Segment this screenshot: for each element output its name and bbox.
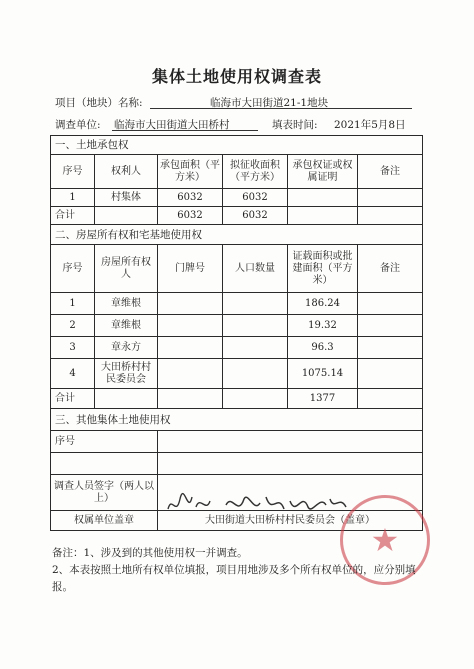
s2-row4-no: 4 xyxy=(51,359,95,389)
s2-row4-owner: 大田桥村村民委员会 xyxy=(95,359,158,389)
form-title: 集体土地使用权调查表 xyxy=(151,67,322,86)
project-underline xyxy=(150,108,412,109)
s1-header-no: 序号 xyxy=(51,155,95,189)
s2-header-no: 序号 xyxy=(51,245,95,293)
s1-header-area: 承包面积（平方米） xyxy=(158,155,223,189)
s1-row1-area: 6032 xyxy=(158,189,223,207)
s2-row3-no: 3 xyxy=(51,337,95,359)
s2-header-people: 人口数量 xyxy=(223,245,288,293)
s2-row1-door xyxy=(158,293,223,315)
s2-header-owner: 房屋所有权人 xyxy=(95,245,158,293)
s1-total-area: 6032 xyxy=(158,207,223,225)
table-row xyxy=(51,315,423,337)
s2-row1-people xyxy=(223,293,288,315)
unit-seal-value: 大田街道大田桥村村民委员会（盖章） xyxy=(158,511,423,531)
table-row xyxy=(51,189,423,207)
s2-row1-no: 1 xyxy=(51,293,95,315)
handwritten-signature xyxy=(162,487,352,523)
surveyor-label: 调查人员签字（两人以上） xyxy=(51,475,158,511)
s2-row2-area: 19.32 xyxy=(288,315,358,337)
project-label: 项目（地块）名称: xyxy=(55,97,143,109)
s2-header-note: 备注 xyxy=(358,245,423,293)
s1-row1-take: 6032 xyxy=(223,189,288,207)
seal-star-icon: ★ xyxy=(370,521,400,559)
s2-row4-note xyxy=(358,359,423,389)
table-row xyxy=(51,431,423,453)
date-label: 填表时间: xyxy=(272,119,318,131)
note-line2: 2、本表按照土地所有权单位填报，项目用地涉及多个所有权单位的，应分别填报。 xyxy=(52,564,416,593)
s1-row1-cert xyxy=(288,189,358,207)
s3-no-label: 序号 xyxy=(51,431,158,453)
unit-label: 调查单位: xyxy=(55,119,101,131)
s2-row2-door xyxy=(158,315,223,337)
section2-title: 二、房屋所有权和宅基地使用权 xyxy=(51,225,423,245)
s1-row1-owner: 村集体 xyxy=(95,189,158,207)
s1-total-take: 6032 xyxy=(223,207,288,225)
s2-row3-area: 96.3 xyxy=(288,337,358,359)
table-row xyxy=(51,337,423,359)
s2-total-label: 合计 xyxy=(51,389,95,409)
s1-header-note: 备注 xyxy=(358,155,423,189)
s2-row3-note xyxy=(358,337,423,359)
s2-row2-owner: 章维根 xyxy=(95,315,158,337)
survey-table xyxy=(50,135,423,531)
unit-value: 临海市大田街道大田桥村 xyxy=(114,119,230,131)
s1-header-owner: 权利人 xyxy=(95,155,158,189)
s2-row4-door xyxy=(158,359,223,389)
s2-total-area: 1377 xyxy=(288,389,358,409)
s2-row4-people xyxy=(223,359,288,389)
s1-header-take: 拟征收面积（平方米） xyxy=(223,155,288,189)
s2-row4-area: 1075.14 xyxy=(288,359,358,389)
s1-header-cert: 承包权证或权属证明 xyxy=(288,155,358,189)
date-value: 2021年5月8日 xyxy=(334,119,406,131)
s2-row3-owner: 章永方 xyxy=(95,337,158,359)
s2-row1-owner: 章维根 xyxy=(95,293,158,315)
unit-seal-label: 权属单位盖章 xyxy=(51,511,158,531)
s2-row2-no: 2 xyxy=(51,315,95,337)
table-row xyxy=(51,453,423,475)
s2-row2-people xyxy=(223,315,288,337)
s2-header-door: 门牌号 xyxy=(158,245,223,293)
s1-row1-note xyxy=(358,189,423,207)
table-row xyxy=(51,359,423,389)
s2-row3-people xyxy=(223,337,288,359)
table-row xyxy=(51,207,423,225)
s1-row1-no: 1 xyxy=(51,189,95,207)
s2-row1-area: 186.24 xyxy=(288,293,358,315)
project-value: 临海市大田街道21-1地块 xyxy=(210,97,329,109)
s1-total-label: 合计 xyxy=(51,207,95,225)
s2-row1-note xyxy=(358,293,423,315)
table-row xyxy=(51,293,423,315)
section3-title: 三、其他集体土地使用权 xyxy=(51,409,423,431)
s2-row3-door xyxy=(158,337,223,359)
table-row xyxy=(51,389,423,409)
s2-row2-note xyxy=(358,315,423,337)
s2-header-area: 证载面积或批建面积（平方米） xyxy=(288,245,358,293)
notes xyxy=(52,545,432,596)
section1-title: 一、土地承包权 xyxy=(51,136,423,155)
note-line1: 备注：1、涉及到的其他使用权一并调查。 xyxy=(52,547,248,559)
unit-underline xyxy=(112,130,258,131)
